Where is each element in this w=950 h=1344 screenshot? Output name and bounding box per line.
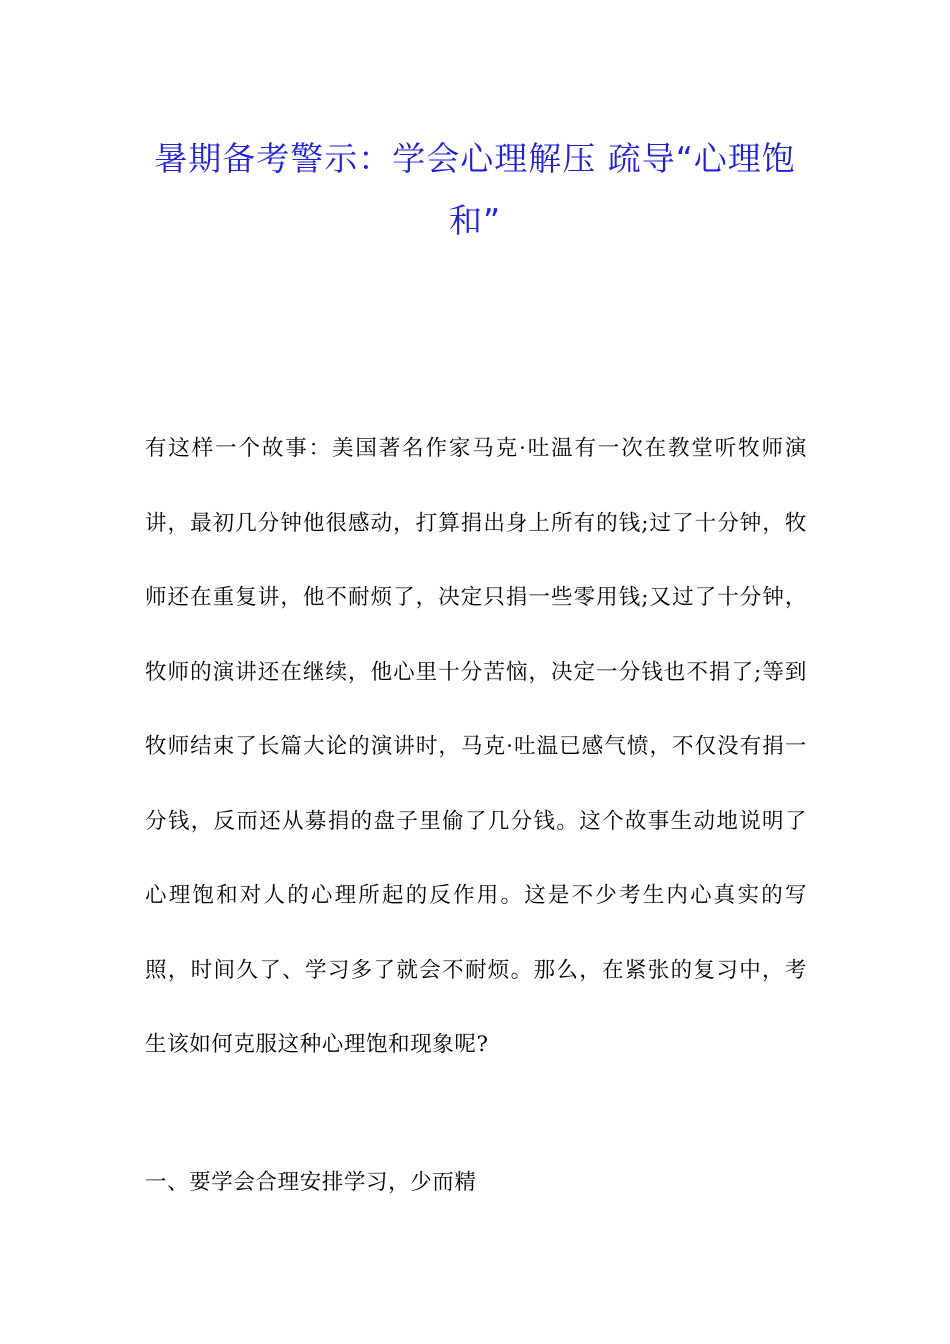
intro-paragraph: 有这样一个故事：美国著名作家马克·吐温有一次在教堂听牧师演讲，最初几分钟他很感动，打算捐出身上所有的钱;过了十分钟，牧师还在重复讲，他不耐烦了，决定只捐一些零用钱;又过了十分钟，牧师的演讲还在继续，他心里十分苦恼，决定一分钱也不捐了;等到牧师结束了长篇大论的演讲时，马克·吐温已感气愤，不仅没有捐一分钱，反而还从募捐的盘子里偷了几分钱。这个故事生动地说明了心理饱和对人的心理所起的反作用。这是不少考生内心真实的写照，时间久了、学习多了就会不耐烦。那么，在紧张的复习中，考生该如何克服这种心理饱和现象呢? <box>145 436 807 1057</box>
section-heading-1: 一、要学会合理安排学习，少而精 <box>145 1170 477 1195</box>
document-title: 暑期备考警示：学会心理解压 疏导“心理饱和” <box>154 139 796 240</box>
